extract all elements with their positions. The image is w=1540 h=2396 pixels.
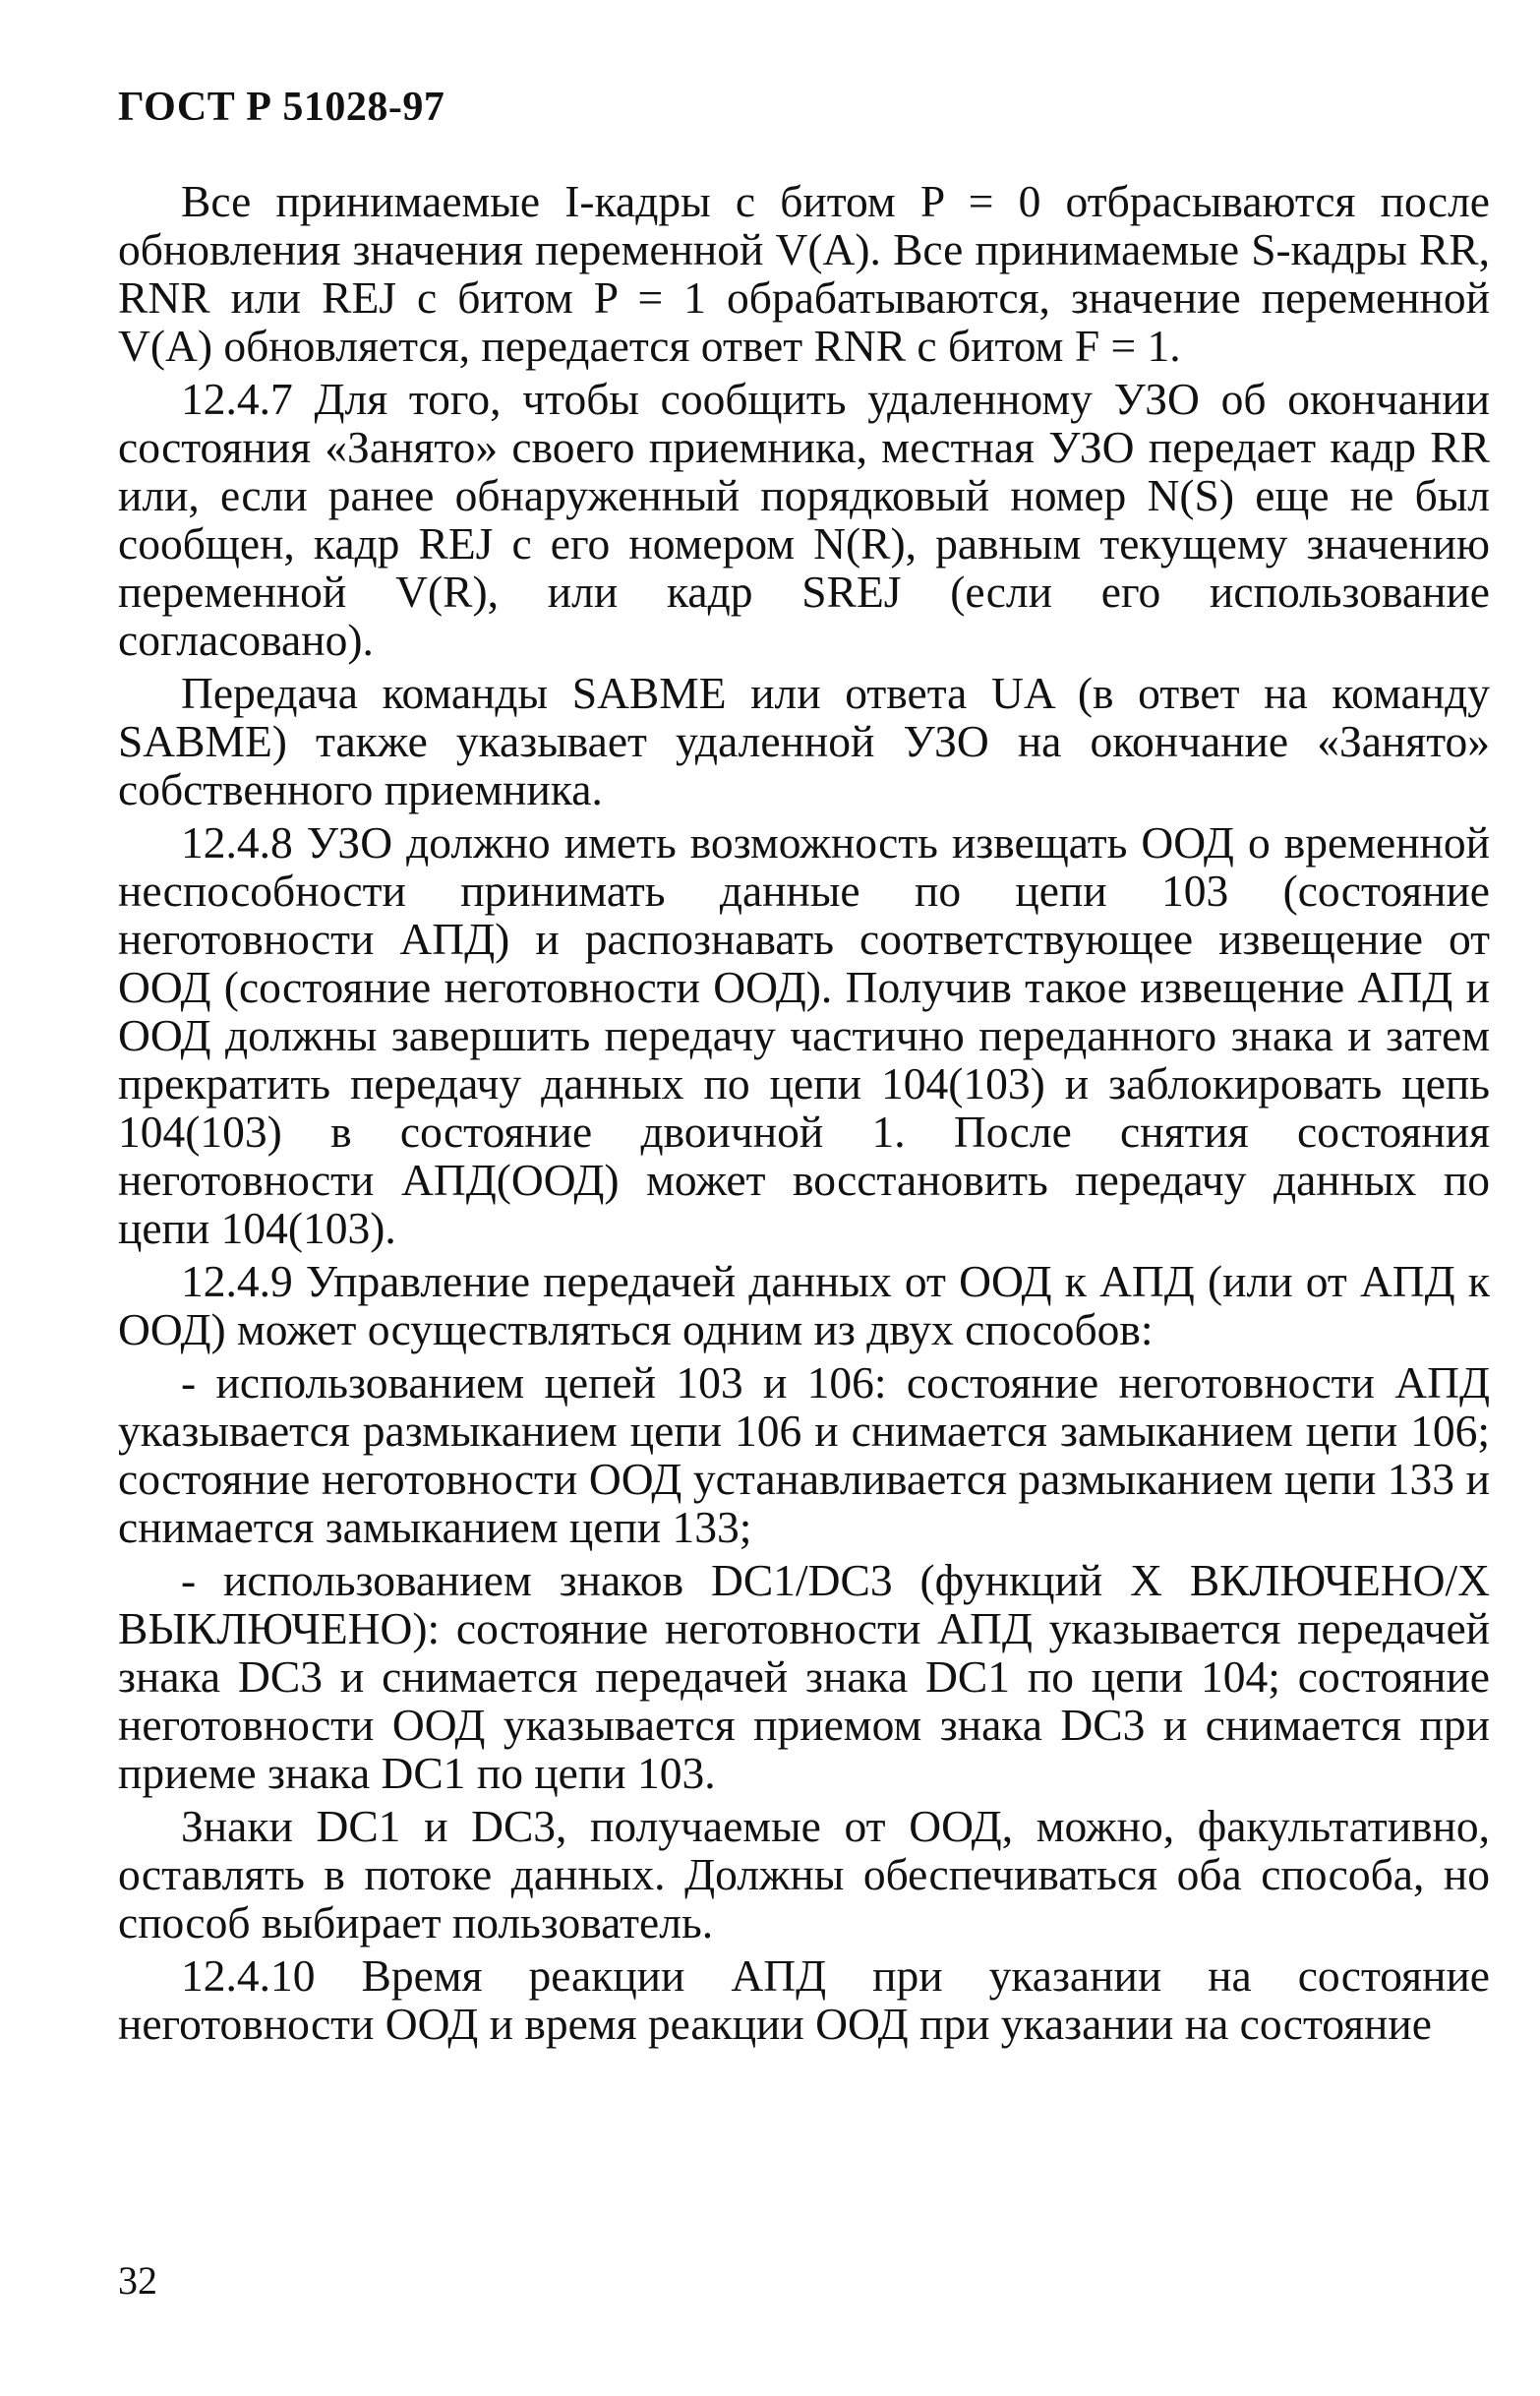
- paragraph-12-4-10: 12.4.10 Время реакции АПД при указании на состояние неготовности ООД и время реакции ООД при указании на состояние: [118, 1950, 1490, 2049]
- paragraph-dc-signs-note: Знаки DC1 и DC3, получаемые от ООД, можно, факультативно, оставлять в потоке данных. Должны обеспечиваться оба способа, но способ выбирает пользователь.: [118, 1801, 1490, 1947]
- paragraph-frames-discard: Все принимаемые I-кадры с битом P = 0 отбрасываются после обновления значения переменной V(A). Все принимаемые S-кадры RR, RNR или REJ с битом P = 1 обрабатываются, значение переменной V(A) обновляется, передается ответ RNR с битом F = 1.: [118, 176, 1490, 371]
- list-item-dc-signs: - использованием знаков DC1/DC3 (функций X ВКЛЮЧЕНО/X ВЫКЛЮЧЕНО): состояние неготовности АПД указывается передачей знака DC3 и снимается передачей знака DC1 по цепи 104; состояние неготовности ООД указывается приемом знака DC3 и снимается при приеме знака DC1 по цепи 103.: [118, 1555, 1490, 1798]
- document-header: ГОСТ Р 51028-97: [118, 85, 445, 130]
- paragraph-12-4-7: 12.4.7 Для того, чтобы сообщить удаленному УЗО об окончании состояния «Занято» своего приемника, местная УЗО передает кадр RR или, если ранее обнаруженный порядковый номер N(S) еще не был сообщен, кадр REJ с его номером N(R), равным текущему значению переменной V(R), или кадр SREJ (если его использование согласовано).: [118, 374, 1490, 665]
- paragraph-12-4-8: 12.4.8 УЗО должно иметь возможность извещать ООД о временной неспособности принимать данные по цепи 103 (состояние неготовности АПД) и распознавать соответствующее извещение от ООД (состояние неготовности ООД). Получив такое извещение АПД и ООД должны завершить передачу частично переданного знака и затем прекратить передачу данных по цепи 104(103) и заблокировать цепь 104(103) в состояние двоичной 1. После снятия состояния неготовности АПД(ООД) может восстановить передачу данных по цепи 104(103).: [118, 817, 1490, 1253]
- document-body: [118, 177, 1490, 2053]
- list-item-circuits: - использованием цепей 103 и 106: состояние неготовности АПД указывается размыканием цепи 106 и снимается замыканием цепи 106; состояние неготовности ООД устанавливается размыканием цепи 133 и снимается замыканием цепи 133;: [118, 1357, 1490, 1552]
- paragraph-12-4-9: 12.4.9 Управление передачей данных от ООД к АПД (или от АПД к ООД) может осуществляться одним из двух способов:: [118, 1256, 1490, 1354]
- paragraph-sabme: Передача команды SABME или ответа UA (в ответ на команду SABME) также указывает удаленной УЗО на окончание «Занято» собственного приемника.: [118, 668, 1490, 814]
- document-page: [118, 0, 1490, 2396]
- page-number: 32: [118, 2258, 157, 2303]
